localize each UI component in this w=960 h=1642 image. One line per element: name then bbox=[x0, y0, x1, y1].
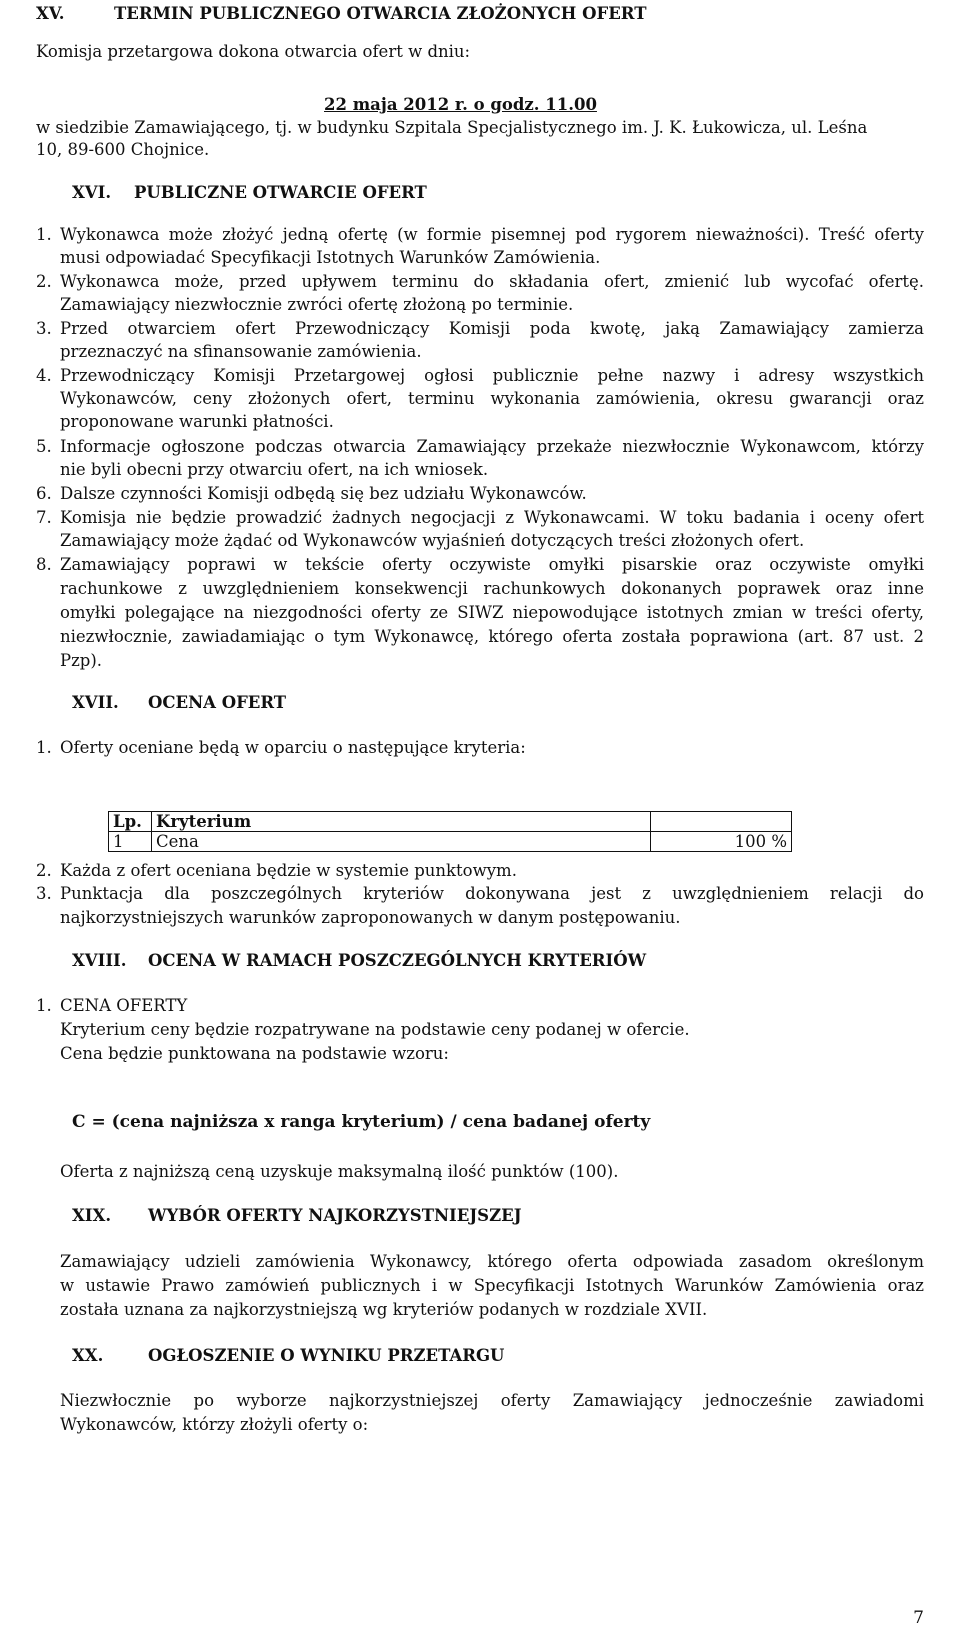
list-item-number: 8. bbox=[36, 555, 52, 574]
list-item-line: Przewodniczący Komisji Przetargowej ogłosi publicznie pełne nazwy i adresy wszystkich bbox=[60, 366, 924, 385]
list-item-line: najkorzystniejszych warunków zaproponowanych w danym postępowaniu. bbox=[60, 908, 681, 927]
section-number: XVIII. bbox=[72, 951, 127, 970]
section-number: XVI. bbox=[72, 183, 112, 202]
list-item-number: 2. bbox=[36, 272, 52, 291]
list-item-line: Pzp). bbox=[60, 651, 103, 670]
paragraph-line: Wykonawców, którzy złożyli oferty o: bbox=[60, 1415, 369, 1434]
list-item-line: CENA OFERTY bbox=[60, 996, 188, 1015]
table-row bbox=[109, 832, 792, 852]
list-item-line: przeznaczyć na sfinansowanie zamówienia. bbox=[60, 342, 422, 361]
list-item-number: 1. bbox=[36, 996, 52, 1015]
list-item-number: 5. bbox=[36, 437, 52, 456]
table-cell-weight: 100 % bbox=[651, 832, 792, 852]
list-item-line: rachunkowe z uwzględnieniem konsekwencji rachunkowych dokonanych poprawek oraz inne bbox=[60, 579, 924, 598]
paragraph-line: Cena będzie punktowana na podstawie wzoru: bbox=[60, 1044, 449, 1063]
list-item-number: 1. bbox=[36, 738, 52, 757]
list-item-line: nie byli obecni przy otwarciu ofert, na ich wniosek. bbox=[60, 460, 489, 479]
scoring-formula: C = (cena najniższa x ranga kryterium) / cena badanej oferty bbox=[72, 1112, 651, 1132]
paragraph-line: Niezwłocznie po wyborze najkorzystniejszej oferty Zamawiający jednocześnie zawiadomi bbox=[60, 1391, 924, 1410]
list-item-number: 6. bbox=[36, 484, 52, 503]
list-item-number: 1. bbox=[36, 225, 52, 244]
list-item-line: Komisja nie będzie prowadzić żadnych negocjacji z Wykonawcami. W toku badania i oceny ofert bbox=[60, 508, 924, 527]
table-cell-lp: 1 bbox=[109, 832, 152, 852]
criteria-table bbox=[108, 811, 792, 852]
list-item-line: Wykonawców, ceny złożonych ofert, terminu wykonania zamówienia, okresu gwarancji oraz bbox=[60, 389, 924, 408]
list-item-line: omyłki polegające na niezgodności oferty ze SIWZ niepowodujące istotnych zmian w treści oferty, bbox=[60, 603, 924, 622]
section-xv-heading bbox=[36, 4, 646, 23]
section-xvi-heading bbox=[72, 183, 427, 202]
section-number: XX. bbox=[72, 1346, 104, 1365]
list-item-line: Zamawiający niezwłocznie zwróci ofertę złożoną po terminie. bbox=[60, 295, 574, 314]
section-title: OCENA OFERT bbox=[148, 693, 287, 712]
list-item-line: Oferty oceniane będą w oparciu o następujące kryteria: bbox=[60, 738, 526, 757]
paragraph-line: w siedzibie Zamawiającego, tj. w budynku Szpitala Specjalistycznego im. J. K. Łukowicza, ul. Leśna bbox=[36, 118, 868, 137]
list-item-number: 3. bbox=[36, 884, 52, 903]
paragraph-line: Oferta z najniższą ceną uzyskuje maksymalną ilość punktów (100). bbox=[60, 1162, 619, 1181]
list-item-line: Przed otwarciem ofert Przewodniczący Komisji poda kwotę, jaką Zamawiający zamierza bbox=[60, 319, 924, 338]
opening-date: 22 maja 2012 r. o godz. 11.00 bbox=[324, 95, 597, 114]
section-xvii-heading bbox=[72, 693, 286, 712]
list-item-line: proponowane warunki płatności. bbox=[60, 412, 334, 431]
list-item-line: niezwłocznie, zawiadamiając o tym Wykonawcę, którego oferta została poprawiona (art. 87 ust. 2 bbox=[60, 627, 924, 646]
section-title: OGŁOSZENIE O WYNIKU PRZETARGU bbox=[148, 1346, 505, 1365]
list-item-line: musi odpowiadać Specyfikacji Istotnych Warunków Zamówienia. bbox=[60, 248, 601, 267]
page-number: 7 bbox=[913, 1608, 924, 1628]
table-header-criterion: Kryterium bbox=[152, 812, 651, 832]
list-item-number: 7. bbox=[36, 508, 52, 527]
section-number: XIX. bbox=[72, 1206, 112, 1225]
list-item-number: 3. bbox=[36, 319, 52, 338]
paragraph-line: Kryterium ceny będzie rozpatrywane na podstawie ceny podanej w ofercie. bbox=[60, 1020, 690, 1039]
section-xix-heading bbox=[72, 1206, 522, 1225]
list-item-number: 2. bbox=[36, 861, 52, 880]
section-title: OCENA W RAMACH POSZCZEGÓLNYCH KRYTERIÓW bbox=[148, 951, 647, 970]
paragraph-line: w ustawie Prawo zamówień publicznych i w Specyfikacji Istotnych Warunków Zamówienia oraz bbox=[60, 1276, 924, 1295]
list-item-number: 4. bbox=[36, 366, 52, 385]
section-title: TERMIN PUBLICZNEGO OTWARCIA ZŁOŻONYCH OFERT bbox=[114, 4, 647, 23]
list-item-line: Zamawiający może żądać od Wykonawców wyjaśnień dotyczących treści złożonych ofert. bbox=[60, 531, 805, 550]
section-xx-heading bbox=[72, 1346, 504, 1365]
section-xviii-heading bbox=[72, 951, 646, 970]
paragraph-line: została uznana za najkorzystniejszą wg kryteriów podanych w rozdziale XVII. bbox=[60, 1300, 708, 1319]
paragraph-line: Zamawiający udzieli zamówienia Wykonawcy, którego oferta odpowiada zasadom określonym bbox=[60, 1252, 924, 1271]
list-item-line: Punktacja dla poszczególnych kryteriów dokonywana jest z uwzględnieniem relacji do bbox=[60, 884, 924, 903]
table-header-lp: Lp. bbox=[109, 812, 152, 832]
list-item-line: Zamawiający poprawi w tekście oferty oczywiste omyłki pisarskie oraz oczywiste omyłki bbox=[60, 555, 924, 574]
section-number: XVII. bbox=[72, 693, 119, 712]
paragraph-line: Komisja przetargowa dokona otwarcia ofert w dniu: bbox=[36, 42, 471, 61]
table-header-weight bbox=[651, 812, 792, 832]
section-number: XV. bbox=[36, 4, 65, 23]
list-item-line: Wykonawca może złożyć jedną ofertę (w formie pisemnej pod rygorem nieważności). Treść oferty bbox=[60, 225, 924, 244]
list-item-line: Każda z ofert oceniana będzie w systemie punktowym. bbox=[60, 861, 517, 880]
table-cell-criterion: Cena bbox=[152, 832, 651, 852]
table-header-row bbox=[109, 812, 792, 832]
list-item-line: Dalsze czynności Komisji odbędą się bez udziału Wykonawców. bbox=[60, 484, 587, 503]
section-title: WYBÓR OFERTY NAJKORZYSTNIEJSZEJ bbox=[148, 1206, 522, 1225]
list-item-line: Wykonawca może, przed upływem terminu do składania ofert, zmienić lub wycofać ofertę. bbox=[60, 272, 924, 291]
list-item-line: Informacje ogłoszone podczas otwarcia Zamawiający przekaże niezwłocznie Wykonawcom, którzy bbox=[60, 437, 924, 456]
section-title: PUBLICZNE OTWARCIE OFERT bbox=[134, 183, 427, 202]
paragraph-line: 10, 89-600 Chojnice. bbox=[36, 140, 210, 159]
